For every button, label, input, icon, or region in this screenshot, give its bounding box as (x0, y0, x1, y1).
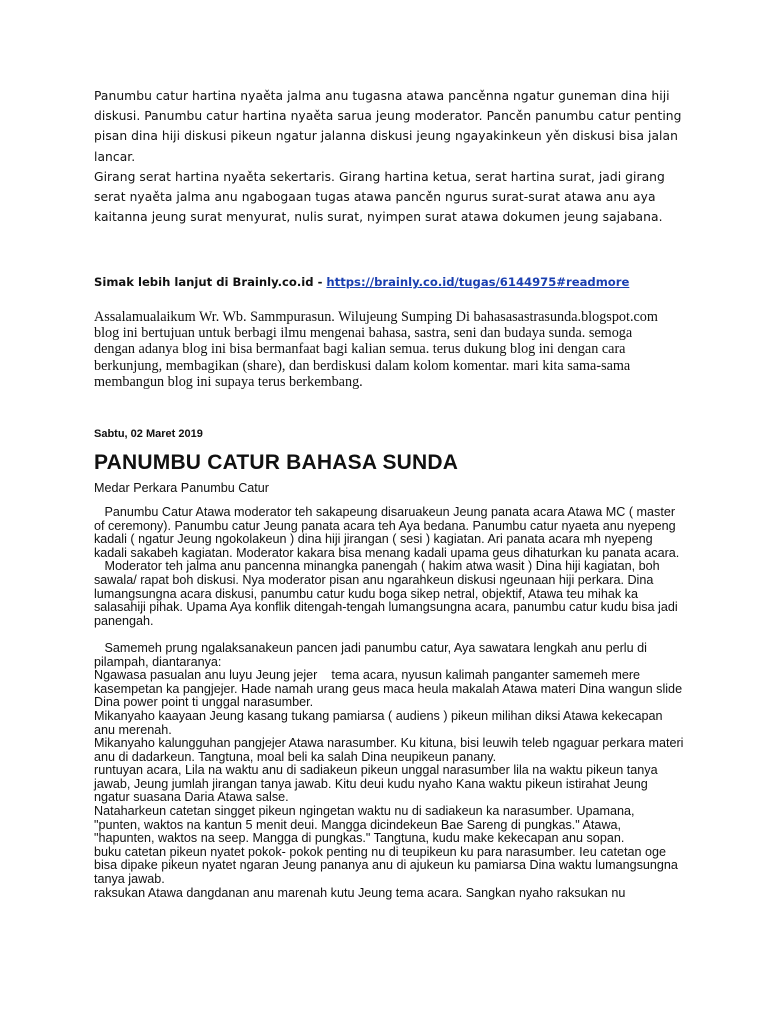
readmore-link[interactable]: https://brainly.co.id/tugas/6144975#readmore (326, 275, 630, 289)
body-paragraph: Samemeh prung ngalaksanakeun pancen jadi panumbu catur, Aya sawatara lengkah anu perlu di pilampah, diantaranya: (94, 640, 647, 669)
readmore-prefix: Simak lebih lanjut di Brainly.co.id - (94, 275, 327, 289)
body-list-item: Mikanyaho kaayaan Jeung kasang tukang pamiarsa ( audiens ) pikeun milihan diksi Atawa kekecapan anu merenah. (94, 708, 663, 737)
post-title: PANUMBU CATUR BAHASA SUNDA (94, 451, 459, 474)
definition-paragraph-girang-serat: Girang serat hartina nyaěta sekertaris. Girang hartina ketua, serat hartina surat, jadi girang serat nyaěta jalma anu ngabogaan tugas atawa pancěn ngurus surat-surat atawa anu aya kaitanna jeung surat menyurat, nulis surat, nyimpen surat atawa dokumen jeung sajabana. (94, 169, 665, 225)
definition-paragraph-panumbu: Panumbu catur hartina nyaěta jalma anu tugasna atawa pancěnna ngatur guneman dina hiji diskusi. Panumbu catur hartina nyaěta sarua jeung moderator. Pancěn panumbu catur penting pisan dina hiji diskusi pikeun ngatur jalanna diskusi jeung ngayakinkeun yěn diskusi bisa jalan lancar. (94, 89, 682, 164)
body-paragraph: Panumbu Catur Atawa moderator teh sakapeung disaruakeun Jeung panata acara Atawa MC ( master of ceremony). Panumbu catur Jeung panata acara teh Aya bedana. Panumbu catur nyaeta anu nyepeng kadali ( ngatur Jeung ngokolakeun ) dina hiji jirangan ( sesi ) kagiatan. Ari panata acara mh nyepeng kadali sakabeh kagiatan. Moderator kakara bisa menang kadali upama geus dihaturkan ku panata acara. (94, 505, 680, 560)
definition-section (94, 86, 684, 227)
body-paragraph: Moderator teh jalma anu pancenna minangka panengah ( hakim atwa wasit ) Dina hiji kagiatan, boh sawala/ rapat boh diskusi. Nya moderator pisan anu ngarahkeun diskusi ngeunaan hiji perkara. Dina lumangsungna acara diskusi, panumbu catur kudu boga sikep netral, objektif, Atawa teu mihak ka salasahiji pihak. Upama Aya konflik ditengah-tengah lumangsungna acara, panumbu catur kudu bisa jadi panengah. (94, 559, 678, 628)
blog-intro-text: Assalamualaikum Wr. Wb. Sammpurasun. Wilujeung Sumping Di bahasasastrasunda.blogspot.com blog ini bertujuan untuk berbagi ilmu mengenai bahasa, sastra, seni dan budaya sunda. semoga dengan adanya blog ini bisa bermanfaat bagi kalian semua. terus dukung blog ini dengan cara berkunjung, membagikan (share), dan berdiskusi dalam kolom komentar. mari kita sama-sama membangun blog ini supaya terus berkembang. (94, 309, 658, 390)
post-date: Sabtu, 02 Maret 2019 (94, 428, 203, 440)
body-list-item: buku catetan pikeun nyatet pokok- pokok penting nu di teupikeun ku para narasumber. Ieu catetan oge bisa dipake pikeun nyatet ngaran Jeung pananya anu di ajukeun ku pamiarsa Dina waktu lumangsungna tanya jawab. (94, 844, 678, 887)
readmore-line (94, 272, 694, 292)
blog-intro (94, 309, 674, 390)
post-body (94, 506, 684, 900)
body-list-item: raksukan Atawa dangdanan anu marenah kutu Jeung tema acara. Sangkan nyaho raksukan nu (94, 885, 626, 900)
body-list-item: Mikanyaho kalungguhan pangjejer Atawa narasumber. Ku kituna, bisi leuwih teleb ngaguar perkara materi anu di dadarkeun. Tangtuna, moal beli ka salah Dina neupikeun panany. (94, 736, 684, 764)
body-list-item: runtuyan acara, Lila na waktu anu di sadiakeun pikeun unggal narasumber lila na waktu pikeun tanya jawab, Jeung jumlah jirangan tanya jawab. Kitu deui kudu nyaho Kana waktu pikeun istirahat Jeung ngatur suasana Daria Atawa salse. (94, 763, 658, 805)
body-list-item: Nataharkeun catetan singget pikeun ngingetan waktu nu di sadiakeun ka narasumber. Upamana, "punten, waktos na kantun 5 menit deui. Mangga dicindekeun Bae Sareng di pungkas." Atawa, "hapunten, waktos na seep. Mangga di pungkas." Tangtuna, kudu make kekecapan anu sopan. (94, 804, 635, 846)
body-list-item: Ngawasa pasualan anu luyu Jeung jejer tema acara, nyusun kalimah panganter samemeh mere kasempetan ka pangjejer. Hade namah urang geus maca heula makalah Atawa materi Dina wangun slide Dina power point ti unggal narasumber. (94, 668, 683, 710)
post-subtitle: Medar Perkara Panumbu Catur (94, 481, 269, 495)
